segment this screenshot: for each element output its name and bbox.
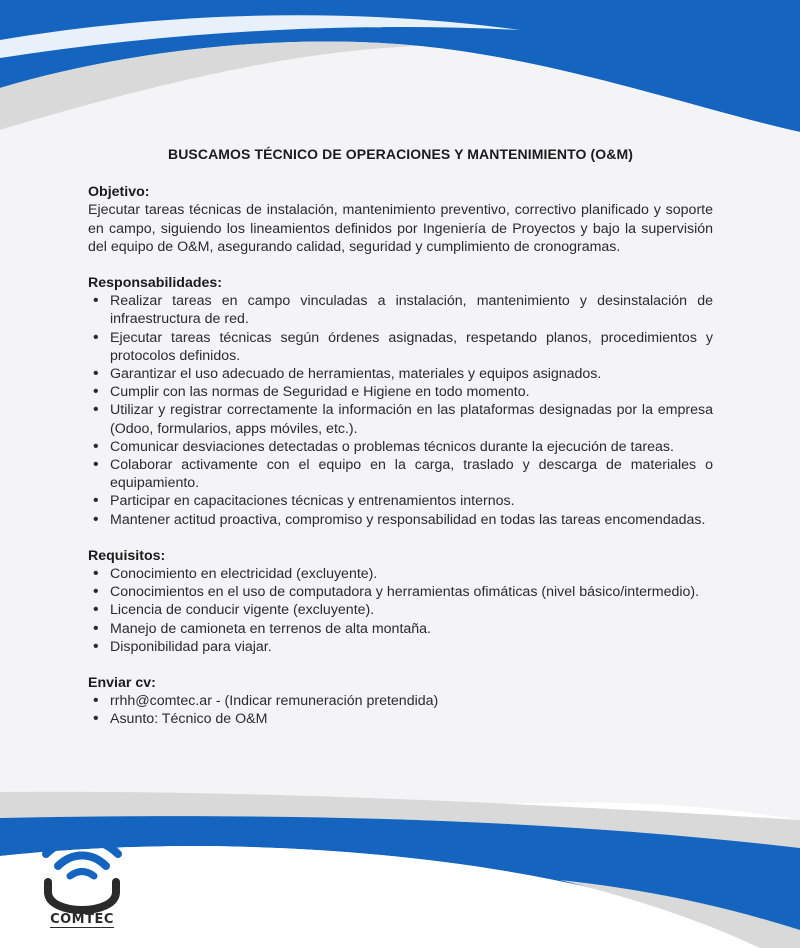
list-item: • Conocimientos en el uso de computadora y herramientas ofimáticas (nivel básico/intermedio). [88, 583, 713, 601]
responsabilidades-list [88, 292, 713, 529]
list-item: • Mantener actitud proactiva, compromiso y responsabilidad en todas las tareas encomendadas. [88, 511, 713, 529]
company-logo-text: COMTEC [50, 912, 114, 927]
enviar-heading: Enviar cv: [88, 675, 156, 692]
enviar-section [88, 674, 713, 729]
requisitos-section [88, 547, 713, 656]
list-item: • Utilizar y registrar correctamente la información en las plataformas designadas por la empresa (Odoo, formularios, apps móviles, etc.). [88, 401, 713, 437]
list-item: • Ejecutar tareas técnicas según órdenes asignadas, respetando planos, procedimientos y protocolos definidos. [88, 329, 713, 365]
list-item: • Realizar tareas en campo vinculadas a instalación, mantenimiento y desinstalación de infraestructura de red. [88, 292, 713, 328]
objetivo-heading: Objetivo: [88, 184, 150, 201]
contact-email-item[interactable]: • rrhh@comtec.ar - (Indicar remuneración pretendida) [88, 692, 713, 710]
list-item: • Conocimiento en electricidad (excluyente). [88, 565, 713, 583]
list-item: • Cumplir con las normas de Seguridad e Higiene en todo momento. [88, 383, 713, 401]
objetivo-section [88, 183, 713, 256]
responsabilidades-section [88, 274, 713, 529]
list-item: • Comunicar desviaciones detectadas o problemas técnicos durante la ejecución de tareas. [88, 438, 713, 456]
list-item: • Disponibilidad para viajar. [88, 638, 713, 656]
list-item: • Garantizar el uso adecuado de herramientas, materiales y equipos asignados. [88, 365, 713, 383]
list-item: • Asunto: Técnico de O&M [88, 710, 713, 728]
requisitos-list [88, 565, 713, 656]
list-item: • Colaborar activamente con el equipo en la carga, traslado y descarga de materiales o equipamiento. [88, 456, 713, 492]
requisitos-heading: Requisitos: [88, 547, 166, 564]
list-item: • Manejo de camioneta en terrenos de alta montaña. [88, 620, 713, 638]
list-item: • Licencia de conducir vigente (excluyente). [88, 601, 713, 619]
page-title: BUSCAMOS TÉCNICO DE OPERACIONES Y MANTENIMIENTO (O&M) [168, 146, 633, 162]
list-item: • Participar en capacitaciones técnicas y entrenamientos internos. [88, 492, 713, 510]
objetivo-text: Ejecutar tareas técnicas de instalación, mantenimiento preventivo, correctivo planificado y soporte en campo, siguiendo los lineamientos definidos por Ingeniería de Proyectos y bajo la supervisión del equipo de O&M, asegurando calidad, seguridad y cumplimiento de cronogramas. [88, 202, 713, 255]
enviar-list [88, 692, 713, 728]
responsabilidades-heading: Responsabilidades: [88, 275, 223, 292]
job-posting [88, 145, 713, 747]
